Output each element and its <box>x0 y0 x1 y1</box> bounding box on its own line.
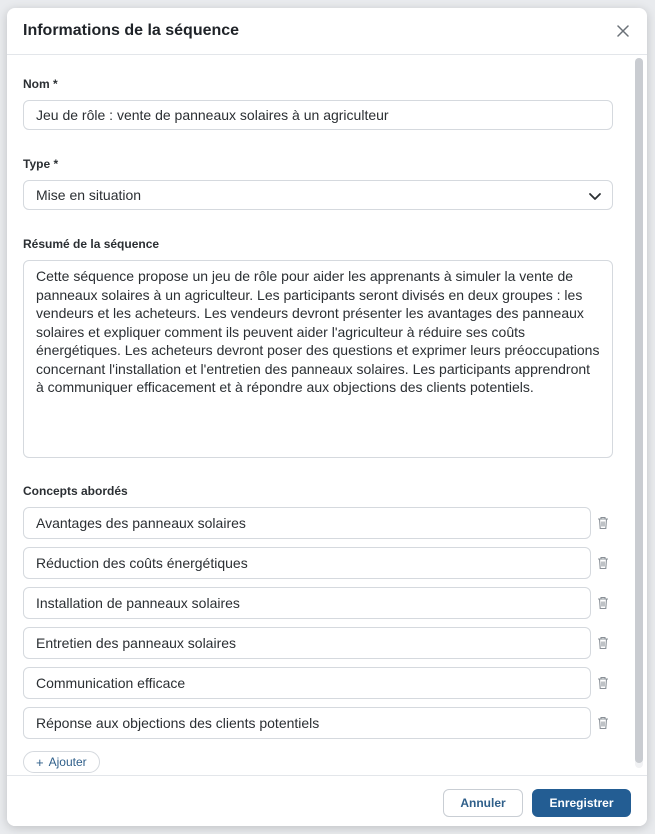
concept-input[interactable]: Installation de panneaux solaires <box>23 587 591 619</box>
add-concept-label: Ajouter <box>48 755 87 769</box>
concept-row <box>23 667 623 699</box>
sequence-info-dialog <box>7 8 647 826</box>
trash-icon[interactable] <box>597 596 609 610</box>
dialog-body <box>7 55 647 775</box>
concept-input[interactable]: Entretien des panneaux solaires <box>23 627 591 659</box>
trash-icon[interactable] <box>597 636 609 650</box>
name-label: Nom * <box>23 77 58 91</box>
dialog-header <box>7 8 647 55</box>
scrollbar[interactable] <box>635 58 643 768</box>
dialog-title: Informations de la séquence <box>23 22 240 39</box>
concept-row <box>23 587 623 619</box>
concepts-label: Concepts abordés <box>23 484 128 498</box>
summary-textarea[interactable]: Cette séquence propose un jeu de rôle pour aider les apprenants à simuler la vente de panneaux solaires à un agriculteur. Les participants seront divisés en deux groupes : les vendeurs et les acheteurs. Les vendeurs devront présenter les avantages des panneaux solaires et expliquer comment ils peuvent aider l'agriculteur à réduire ses coûts énergétiques. Les acheteurs devront poser des questions et exprimer leurs préoccupations concernant l'installation et l'entretien des panneaux solaires. Les participants apprendront à communiquer efficacement et à répondre aux objections des clients potentiels. <box>23 260 613 458</box>
type-select[interactable] <box>23 180 613 210</box>
trash-icon[interactable] <box>597 716 609 730</box>
scrollbar-thumb[interactable] <box>635 58 643 763</box>
concept-row <box>23 547 623 579</box>
concept-row <box>23 707 623 739</box>
plus-icon: + <box>36 754 44 770</box>
trash-icon[interactable] <box>597 676 609 690</box>
chevron-down-icon <box>588 189 602 203</box>
concept-input[interactable]: Avantages des panneaux solaires <box>23 507 591 539</box>
close-icon <box>617 25 629 37</box>
concept-row <box>23 507 623 539</box>
type-label: Type * <box>23 157 59 171</box>
name-input[interactable]: Jeu de rôle : vente de panneaux solaires à un agriculteur <box>23 100 613 130</box>
concept-row <box>23 627 623 659</box>
dialog-footer <box>7 775 647 826</box>
concept-input[interactable]: Réponse aux objections des clients potentiels <box>23 707 591 739</box>
close-button[interactable] <box>613 21 633 41</box>
trash-icon[interactable] <box>597 556 609 570</box>
summary-label: Résumé de la séquence <box>23 237 160 251</box>
add-concept-button[interactable] <box>23 751 100 773</box>
concept-input[interactable]: Réduction des coûts énergétiques <box>23 547 591 579</box>
type-select-value: Mise en situation <box>36 187 142 203</box>
trash-icon[interactable] <box>597 516 609 530</box>
cancel-button[interactable]: Annuler <box>443 789 523 817</box>
save-button[interactable]: Enregistrer <box>532 789 631 817</box>
concept-input[interactable]: Communication efficace <box>23 667 591 699</box>
